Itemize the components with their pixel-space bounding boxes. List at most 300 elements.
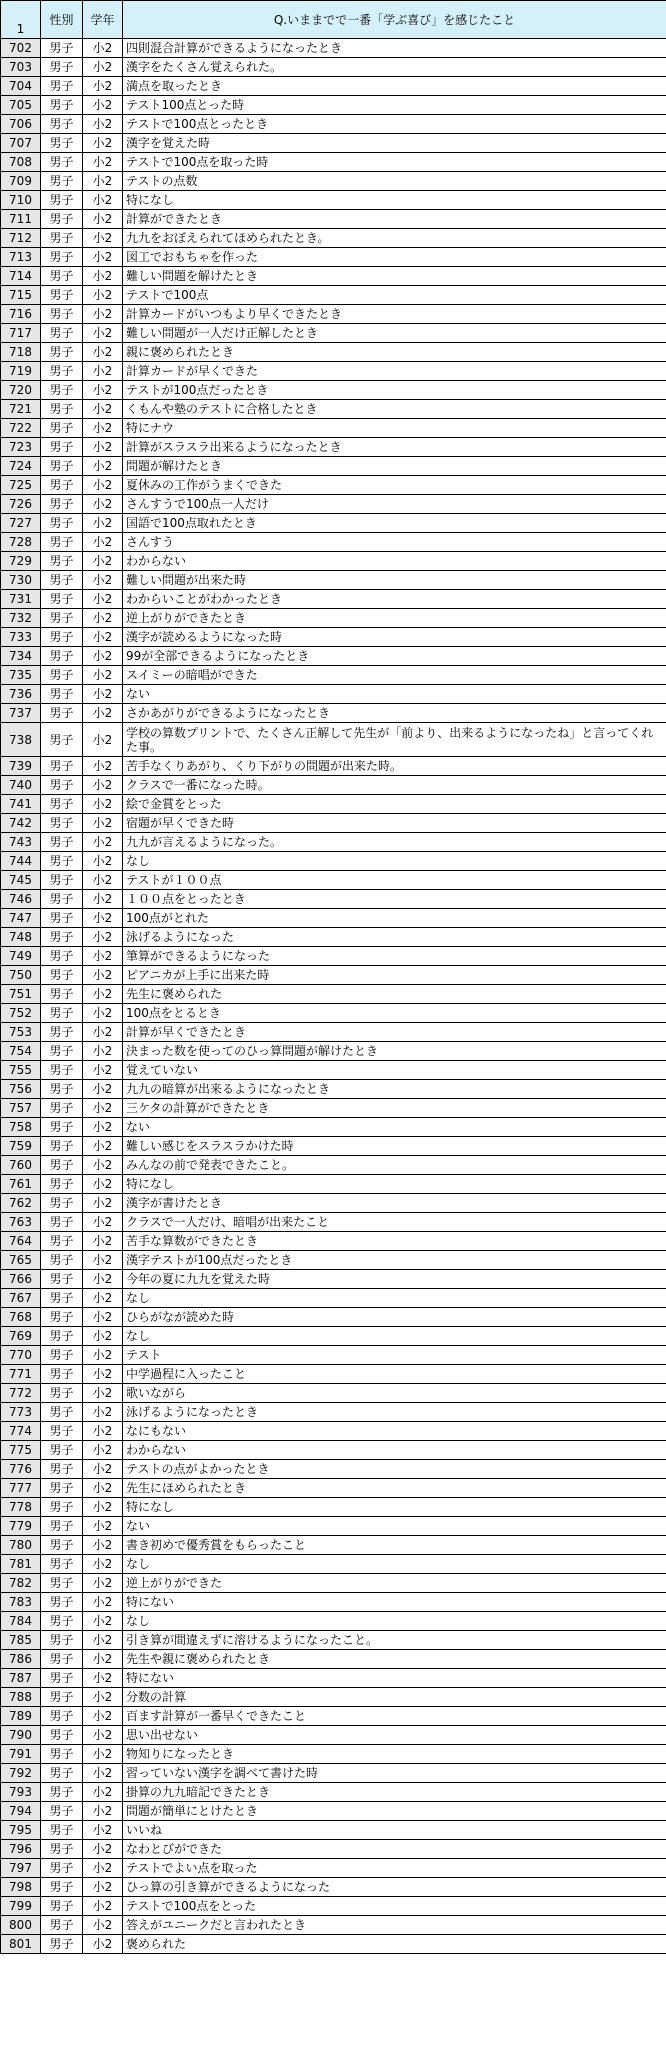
row-number-cell[interactable]: 760 [1, 1156, 41, 1175]
sex-cell[interactable]: 男子 [41, 1270, 83, 1289]
sex-cell[interactable]: 男子 [41, 1916, 83, 1935]
row-number-cell[interactable]: 727 [1, 514, 41, 533]
grade-cell[interactable]: 小2 [83, 39, 123, 58]
answer-cell[interactable]: 難しい問題が出来た時 [123, 571, 666, 590]
answer-cell[interactable]: 漢字をたくさん覚えられた。 [123, 58, 666, 77]
grade-cell[interactable]: 小2 [83, 685, 123, 704]
answer-cell[interactable]: 宿題が早くできた時 [123, 814, 666, 833]
row-number-cell[interactable]: 719 [1, 362, 41, 381]
grade-cell[interactable]: 小2 [83, 1422, 123, 1441]
sex-cell[interactable]: 男子 [41, 1403, 83, 1422]
answer-cell[interactable]: 筆算ができるようになった [123, 947, 666, 966]
answer-cell[interactable]: クラスで一人だけ、暗唱が出来たこと [123, 1213, 666, 1232]
grade-cell[interactable]: 小2 [83, 1213, 123, 1232]
answer-cell[interactable]: 歌いながら [123, 1384, 666, 1403]
row-number-cell[interactable]: 750 [1, 966, 41, 985]
grade-cell[interactable]: 小2 [83, 343, 123, 362]
row-number-cell[interactable]: 780 [1, 1536, 41, 1555]
answer-cell[interactable]: みんなの前で発表できたこと。 [123, 1156, 666, 1175]
answer-cell[interactable]: 特になし [123, 1175, 666, 1194]
sex-cell[interactable]: 男子 [41, 1783, 83, 1802]
sex-cell[interactable]: 男子 [41, 1574, 83, 1593]
row-number-cell[interactable]: 755 [1, 1061, 41, 1080]
answer-cell[interactable]: 99が全部できるようになったとき [123, 647, 666, 666]
sex-cell[interactable]: 男子 [41, 1327, 83, 1346]
sex-cell[interactable]: 男子 [41, 229, 83, 248]
sex-cell[interactable]: 男子 [41, 1023, 83, 1042]
row-number-cell[interactable]: 789 [1, 1707, 41, 1726]
grade-cell[interactable]: 小2 [83, 647, 123, 666]
answer-cell[interactable]: 難しい問題が一人だけ正解したとき [123, 324, 666, 343]
row-number-cell[interactable]: 786 [1, 1650, 41, 1669]
grade-cell[interactable]: 小2 [83, 1498, 123, 1517]
grade-cell[interactable]: 小2 [83, 1023, 123, 1042]
grade-cell[interactable]: 小2 [83, 1574, 123, 1593]
row-number-cell[interactable]: 721 [1, 400, 41, 419]
grade-cell[interactable]: 小2 [83, 1365, 123, 1384]
row-number-cell[interactable]: 728 [1, 533, 41, 552]
grade-cell[interactable]: 小2 [83, 153, 123, 172]
sex-cell[interactable]: 男子 [41, 533, 83, 552]
grade-cell[interactable]: 小2 [83, 115, 123, 134]
row-number-cell[interactable]: 745 [1, 871, 41, 890]
grade-column-header[interactable]: 学年 [83, 1, 123, 39]
grade-cell[interactable]: 小2 [83, 814, 123, 833]
answer-cell[interactable]: 苦手な算数ができたとき [123, 1232, 666, 1251]
sex-cell[interactable]: 男子 [41, 628, 83, 647]
answer-cell[interactable]: さんすうで100点一人だけ [123, 495, 666, 514]
grade-cell[interactable]: 小2 [83, 419, 123, 438]
row-number-cell[interactable]: 784 [1, 1612, 41, 1631]
grade-cell[interactable]: 小2 [83, 1669, 123, 1688]
sex-cell[interactable]: 男子 [41, 571, 83, 590]
row-number-cell[interactable]: 778 [1, 1498, 41, 1517]
sex-cell[interactable]: 男子 [41, 286, 83, 305]
grade-cell[interactable]: 小2 [83, 1194, 123, 1213]
answer-cell[interactable]: 漢字が読めるようになった時 [123, 628, 666, 647]
row-number-cell[interactable]: 767 [1, 1289, 41, 1308]
sex-cell[interactable]: 男子 [41, 647, 83, 666]
row-number-cell[interactable]: 714 [1, 267, 41, 286]
grade-cell[interactable]: 小2 [83, 1555, 123, 1574]
sex-cell[interactable]: 男子 [41, 1080, 83, 1099]
sex-cell[interactable]: 男子 [41, 248, 83, 267]
answer-cell[interactable]: 中学過程に入ったこと [123, 1365, 666, 1384]
row-number-cell[interactable]: 731 [1, 590, 41, 609]
answer-cell[interactable]: １００点をとったとき [123, 890, 666, 909]
answer-cell[interactable]: なし [123, 852, 666, 871]
row-number-cell[interactable]: 793 [1, 1783, 41, 1802]
grade-cell[interactable]: 小2 [83, 1688, 123, 1707]
answer-cell[interactable]: 九九をおぼえられてほめられたとき。 [123, 229, 666, 248]
grade-cell[interactable]: 小2 [83, 1137, 123, 1156]
grade-cell[interactable]: 小2 [83, 1631, 123, 1650]
row-number-cell[interactable]: 762 [1, 1194, 41, 1213]
answer-cell[interactable]: テストが100点だったとき [123, 381, 666, 400]
row-number-cell[interactable]: 779 [1, 1517, 41, 1536]
grade-cell[interactable]: 小2 [83, 776, 123, 795]
row-number-header[interactable]: 1 [1, 1, 41, 39]
row-number-cell[interactable]: 758 [1, 1118, 41, 1137]
row-number-cell[interactable]: 709 [1, 172, 41, 191]
grade-cell[interactable]: 小2 [83, 1460, 123, 1479]
row-number-cell[interactable]: 712 [1, 229, 41, 248]
grade-cell[interactable]: 小2 [83, 77, 123, 96]
sex-cell[interactable]: 男子 [41, 1726, 83, 1745]
grade-cell[interactable]: 小2 [83, 1441, 123, 1460]
sex-cell[interactable]: 男子 [41, 609, 83, 628]
answer-cell[interactable]: 学校の算数プリントで、たくさん正解して先生が「前より、出来るようになったね」と言ってくれた事。 [123, 723, 666, 757]
sex-column-header[interactable]: 性別 [41, 1, 83, 39]
sex-cell[interactable]: 男子 [41, 1745, 83, 1764]
row-number-cell[interactable]: 717 [1, 324, 41, 343]
sex-cell[interactable]: 男子 [41, 191, 83, 210]
answer-cell[interactable]: 答えがユニークだと言われたとき [123, 1916, 666, 1935]
answer-cell[interactable]: 泳げるようになった [123, 928, 666, 947]
grade-cell[interactable]: 小2 [83, 1897, 123, 1916]
sex-cell[interactable]: 男子 [41, 438, 83, 457]
grade-cell[interactable]: 小2 [83, 1764, 123, 1783]
grade-cell[interactable]: 小2 [83, 1479, 123, 1498]
answer-cell[interactable]: なし [123, 1612, 666, 1631]
row-number-cell[interactable]: 790 [1, 1726, 41, 1745]
grade-cell[interactable]: 小2 [83, 1156, 123, 1175]
sex-cell[interactable]: 男子 [41, 96, 83, 115]
sex-cell[interactable]: 男子 [41, 134, 83, 153]
grade-cell[interactable]: 小2 [83, 1042, 123, 1061]
row-number-cell[interactable]: 705 [1, 96, 41, 115]
answer-cell[interactable]: 計算カードがいつもより早くできたとき [123, 305, 666, 324]
answer-cell[interactable]: テストの点がよかったとき [123, 1460, 666, 1479]
sex-cell[interactable]: 男子 [41, 1156, 83, 1175]
answer-cell[interactable]: なし [123, 1327, 666, 1346]
answer-cell[interactable]: 物知りになったとき [123, 1745, 666, 1764]
sex-cell[interactable]: 男子 [41, 1137, 83, 1156]
answer-cell[interactable]: なし [123, 1289, 666, 1308]
answer-cell[interactable]: 満点を取ったとき [123, 77, 666, 96]
sex-cell[interactable]: 男子 [41, 1802, 83, 1821]
grade-cell[interactable]: 小2 [83, 1251, 123, 1270]
row-number-cell[interactable]: 733 [1, 628, 41, 647]
row-number-cell[interactable]: 801 [1, 1935, 41, 1954]
answer-cell[interactable]: テストで100点とったとき [123, 115, 666, 134]
row-number-cell[interactable]: 737 [1, 704, 41, 723]
sex-cell[interactable]: 男子 [41, 1384, 83, 1403]
sex-cell[interactable]: 男子 [41, 757, 83, 776]
grade-cell[interactable]: 小2 [83, 1707, 123, 1726]
answer-cell[interactable]: 引き算が間違えずに溶けるようになったこと。 [123, 1631, 666, 1650]
sex-cell[interactable]: 男子 [41, 210, 83, 229]
answer-cell[interactable]: 漢字が書けたとき [123, 1194, 666, 1213]
row-number-cell[interactable]: 725 [1, 476, 41, 495]
row-number-cell[interactable]: 752 [1, 1004, 41, 1023]
grade-cell[interactable]: 小2 [83, 1536, 123, 1555]
row-number-cell[interactable]: 726 [1, 495, 41, 514]
row-number-cell[interactable]: 706 [1, 115, 41, 134]
sex-cell[interactable]: 男子 [41, 852, 83, 871]
sex-cell[interactable]: 男子 [41, 1365, 83, 1384]
grade-cell[interactable]: 小2 [83, 947, 123, 966]
answer-cell[interactable]: さかあがりができるようになったとき [123, 704, 666, 723]
row-number-cell[interactable]: 781 [1, 1555, 41, 1574]
row-number-cell[interactable]: 744 [1, 852, 41, 871]
grade-cell[interactable]: 小2 [83, 723, 123, 757]
grade-cell[interactable]: 小2 [83, 457, 123, 476]
grade-cell[interactable]: 小2 [83, 609, 123, 628]
sex-cell[interactable]: 男子 [41, 1042, 83, 1061]
sex-cell[interactable]: 男子 [41, 1859, 83, 1878]
row-number-cell[interactable]: 736 [1, 685, 41, 704]
sex-cell[interactable]: 男子 [41, 77, 83, 96]
grade-cell[interactable]: 小2 [83, 362, 123, 381]
answer-cell[interactable]: 計算がスラスラ出来るようになったとき [123, 438, 666, 457]
grade-cell[interactable]: 小2 [83, 890, 123, 909]
sex-cell[interactable]: 男子 [41, 928, 83, 947]
question-column-header[interactable]: Q.いままでで一番「学ぶ喜び」を感じたこと [123, 1, 666, 39]
grade-cell[interactable]: 小2 [83, 1612, 123, 1631]
sex-cell[interactable]: 男子 [41, 419, 83, 438]
row-number-cell[interactable]: 795 [1, 1821, 41, 1840]
row-number-cell[interactable]: 708 [1, 153, 41, 172]
row-number-cell[interactable]: 759 [1, 1137, 41, 1156]
row-number-cell[interactable]: 747 [1, 909, 41, 928]
answer-cell[interactable]: テストでよい点を取った [123, 1859, 666, 1878]
grade-cell[interactable]: 小2 [83, 267, 123, 286]
row-number-cell[interactable]: 751 [1, 985, 41, 1004]
sex-cell[interactable]: 男子 [41, 1422, 83, 1441]
answer-cell[interactable]: 泳げるようになったとき [123, 1403, 666, 1422]
sex-cell[interactable]: 男子 [41, 890, 83, 909]
answer-cell[interactable]: 書き初めで優秀賞をもらったこと [123, 1536, 666, 1555]
grade-cell[interactable]: 小2 [83, 172, 123, 191]
grade-cell[interactable]: 小2 [83, 909, 123, 928]
grade-cell[interactable]: 小2 [83, 514, 123, 533]
answer-cell[interactable]: 親に褒められたとき [123, 343, 666, 362]
sex-cell[interactable]: 男子 [41, 1764, 83, 1783]
row-number-cell[interactable]: 787 [1, 1669, 41, 1688]
sex-cell[interactable]: 男子 [41, 685, 83, 704]
row-number-cell[interactable]: 732 [1, 609, 41, 628]
answer-cell[interactable]: 問題が解けたとき [123, 457, 666, 476]
answer-cell[interactable]: 逆上がりができたとき [123, 609, 666, 628]
answer-cell[interactable]: なし [123, 1555, 666, 1574]
grade-cell[interactable]: 小2 [83, 1821, 123, 1840]
sex-cell[interactable]: 男子 [41, 947, 83, 966]
answer-cell[interactable]: テストの点数 [123, 172, 666, 191]
grade-cell[interactable]: 小2 [83, 1080, 123, 1099]
sex-cell[interactable]: 男子 [41, 400, 83, 419]
row-number-cell[interactable]: 757 [1, 1099, 41, 1118]
answer-cell[interactable]: 分数の計算 [123, 1688, 666, 1707]
answer-cell[interactable]: 決まった数を使ってのひっ算問題が解けたとき [123, 1042, 666, 1061]
grade-cell[interactable]: 小2 [83, 666, 123, 685]
answer-cell[interactable]: ひっ算の引き算ができるようになった [123, 1878, 666, 1897]
answer-cell[interactable]: 先生に褒められた [123, 985, 666, 1004]
sex-cell[interactable]: 男子 [41, 1498, 83, 1517]
grade-cell[interactable]: 小2 [83, 1346, 123, 1365]
row-number-cell[interactable]: 799 [1, 1897, 41, 1916]
sex-cell[interactable]: 男子 [41, 666, 83, 685]
sex-cell[interactable]: 男子 [41, 343, 83, 362]
grade-cell[interactable]: 小2 [83, 305, 123, 324]
row-number-cell[interactable]: 746 [1, 890, 41, 909]
grade-cell[interactable]: 小2 [83, 1308, 123, 1327]
sex-cell[interactable]: 男子 [41, 1099, 83, 1118]
sex-cell[interactable]: 男子 [41, 1517, 83, 1536]
grade-cell[interactable]: 小2 [83, 1935, 123, 1954]
grade-cell[interactable]: 小2 [83, 1118, 123, 1137]
answer-cell[interactable]: 習っていない漢字を調べて書けた時 [123, 1764, 666, 1783]
row-number-cell[interactable]: 715 [1, 286, 41, 305]
grade-cell[interactable]: 小2 [83, 590, 123, 609]
answer-cell[interactable]: 逆上がりができた [123, 1574, 666, 1593]
row-number-cell[interactable]: 768 [1, 1308, 41, 1327]
sex-cell[interactable]: 男子 [41, 153, 83, 172]
grade-cell[interactable]: 小2 [83, 58, 123, 77]
answer-cell[interactable]: 絵で金賞をとった [123, 795, 666, 814]
row-number-cell[interactable]: 707 [1, 134, 41, 153]
grade-cell[interactable]: 小2 [83, 552, 123, 571]
grade-cell[interactable]: 小2 [83, 704, 123, 723]
grade-cell[interactable]: 小2 [83, 1840, 123, 1859]
answer-cell[interactable]: 苦手なくりあがり、くり下がりの問題が出来た時。 [123, 757, 666, 776]
sex-cell[interactable]: 男子 [41, 362, 83, 381]
grade-cell[interactable]: 小2 [83, 191, 123, 210]
row-number-cell[interactable]: 796 [1, 1840, 41, 1859]
answer-cell[interactable]: わからない [123, 552, 666, 571]
grade-cell[interactable]: 小2 [83, 533, 123, 552]
sex-cell[interactable]: 男子 [41, 1593, 83, 1612]
grade-cell[interactable]: 小2 [83, 210, 123, 229]
answer-cell[interactable]: テストで100点 [123, 286, 666, 305]
row-number-cell[interactable]: 749 [1, 947, 41, 966]
row-number-cell[interactable]: 800 [1, 1916, 41, 1935]
answer-cell[interactable]: クラスで一番になった時。 [123, 776, 666, 795]
row-number-cell[interactable]: 764 [1, 1232, 41, 1251]
row-number-cell[interactable]: 729 [1, 552, 41, 571]
row-number-cell[interactable]: 723 [1, 438, 41, 457]
sex-cell[interactable]: 男子 [41, 1536, 83, 1555]
sex-cell[interactable]: 男子 [41, 514, 83, 533]
answer-cell[interactable]: 特になし [123, 191, 666, 210]
grade-cell[interactable]: 小2 [83, 871, 123, 890]
grade-cell[interactable]: 小2 [83, 1099, 123, 1118]
row-number-cell[interactable]: 792 [1, 1764, 41, 1783]
sex-cell[interactable]: 男子 [41, 552, 83, 571]
row-number-cell[interactable]: 748 [1, 928, 41, 947]
row-number-cell[interactable]: 772 [1, 1384, 41, 1403]
answer-cell[interactable]: 先生にほめられたとき [123, 1479, 666, 1498]
sex-cell[interactable]: 男子 [41, 1308, 83, 1327]
sex-cell[interactable]: 男子 [41, 1175, 83, 1194]
grade-cell[interactable]: 小2 [83, 928, 123, 947]
row-number-cell[interactable]: 735 [1, 666, 41, 685]
sex-cell[interactable]: 男子 [41, 1479, 83, 1498]
row-number-cell[interactable]: 738 [1, 723, 41, 757]
grade-cell[interactable]: 小2 [83, 1175, 123, 1194]
answer-cell[interactable]: 夏休みの工作がうまくできた [123, 476, 666, 495]
row-number-cell[interactable]: 763 [1, 1213, 41, 1232]
grade-cell[interactable]: 小2 [83, 324, 123, 343]
row-number-cell[interactable]: 774 [1, 1422, 41, 1441]
answer-cell[interactable]: 計算が早くできたとき [123, 1023, 666, 1042]
row-number-cell[interactable]: 776 [1, 1460, 41, 1479]
answer-cell[interactable]: わからない [123, 1441, 666, 1460]
grade-cell[interactable]: 小2 [83, 628, 123, 647]
sex-cell[interactable]: 男子 [41, 1460, 83, 1479]
grade-cell[interactable]: 小2 [83, 1859, 123, 1878]
sex-cell[interactable]: 男子 [41, 814, 83, 833]
sex-cell[interactable]: 男子 [41, 795, 83, 814]
sex-cell[interactable]: 男子 [41, 39, 83, 58]
row-number-cell[interactable]: 783 [1, 1593, 41, 1612]
row-number-cell[interactable]: 761 [1, 1175, 41, 1194]
sex-cell[interactable]: 男子 [41, 1935, 83, 1954]
answer-cell[interactable]: テストが１００点 [123, 871, 666, 890]
answer-cell[interactable]: テストで100点を取った時 [123, 153, 666, 172]
row-number-cell[interactable]: 777 [1, 1479, 41, 1498]
sex-cell[interactable]: 男子 [41, 495, 83, 514]
answer-cell[interactable]: 国語で100点取れたとき [123, 514, 666, 533]
sex-cell[interactable]: 男子 [41, 590, 83, 609]
answer-cell[interactable]: ない [123, 685, 666, 704]
sex-cell[interactable]: 男子 [41, 966, 83, 985]
grade-cell[interactable]: 小2 [83, 1270, 123, 1289]
row-number-cell[interactable]: 771 [1, 1365, 41, 1384]
sex-cell[interactable]: 男子 [41, 1878, 83, 1897]
sex-cell[interactable]: 男子 [41, 909, 83, 928]
answer-cell[interactable]: ピアニカが上手に出来た時 [123, 966, 666, 985]
sex-cell[interactable]: 男子 [41, 381, 83, 400]
grade-cell[interactable]: 小2 [83, 1802, 123, 1821]
sex-cell[interactable]: 男子 [41, 172, 83, 191]
answer-cell[interactable]: 図工でおもちゃを作った [123, 248, 666, 267]
row-number-cell[interactable]: 739 [1, 757, 41, 776]
sex-cell[interactable]: 男子 [41, 1612, 83, 1631]
answer-cell[interactable]: 特にない [123, 1593, 666, 1612]
sex-cell[interactable]: 男子 [41, 1897, 83, 1916]
row-number-cell[interactable]: 785 [1, 1631, 41, 1650]
sex-cell[interactable]: 男子 [41, 1251, 83, 1270]
sex-cell[interactable]: 男子 [41, 115, 83, 134]
answer-cell[interactable]: なにもない [123, 1422, 666, 1441]
sex-cell[interactable]: 男子 [41, 305, 83, 324]
grade-cell[interactable]: 小2 [83, 852, 123, 871]
row-number-cell[interactable]: 722 [1, 419, 41, 438]
row-number-cell[interactable]: 769 [1, 1327, 41, 1346]
answer-cell[interactable]: テストで100点をとった [123, 1897, 666, 1916]
grade-cell[interactable]: 小2 [83, 1916, 123, 1935]
sex-cell[interactable]: 男子 [41, 871, 83, 890]
row-number-cell[interactable]: 753 [1, 1023, 41, 1042]
grade-cell[interactable]: 小2 [83, 757, 123, 776]
row-number-cell[interactable]: 794 [1, 1802, 41, 1821]
sex-cell[interactable]: 男子 [41, 1707, 83, 1726]
answer-cell[interactable]: 九九が言えるようになった。 [123, 833, 666, 852]
answer-cell[interactable]: ひらがなが読めた時 [123, 1308, 666, 1327]
grade-cell[interactable]: 小2 [83, 438, 123, 457]
grade-cell[interactable]: 小2 [83, 1289, 123, 1308]
sex-cell[interactable]: 男子 [41, 1004, 83, 1023]
row-number-cell[interactable]: 703 [1, 58, 41, 77]
row-number-cell[interactable]: 740 [1, 776, 41, 795]
grade-cell[interactable]: 小2 [83, 1327, 123, 1346]
grade-cell[interactable]: 小2 [83, 134, 123, 153]
answer-cell[interactable]: 100点をとるとき [123, 1004, 666, 1023]
grade-cell[interactable]: 小2 [83, 1061, 123, 1080]
row-number-cell[interactable]: 765 [1, 1251, 41, 1270]
row-number-cell[interactable]: 743 [1, 833, 41, 852]
